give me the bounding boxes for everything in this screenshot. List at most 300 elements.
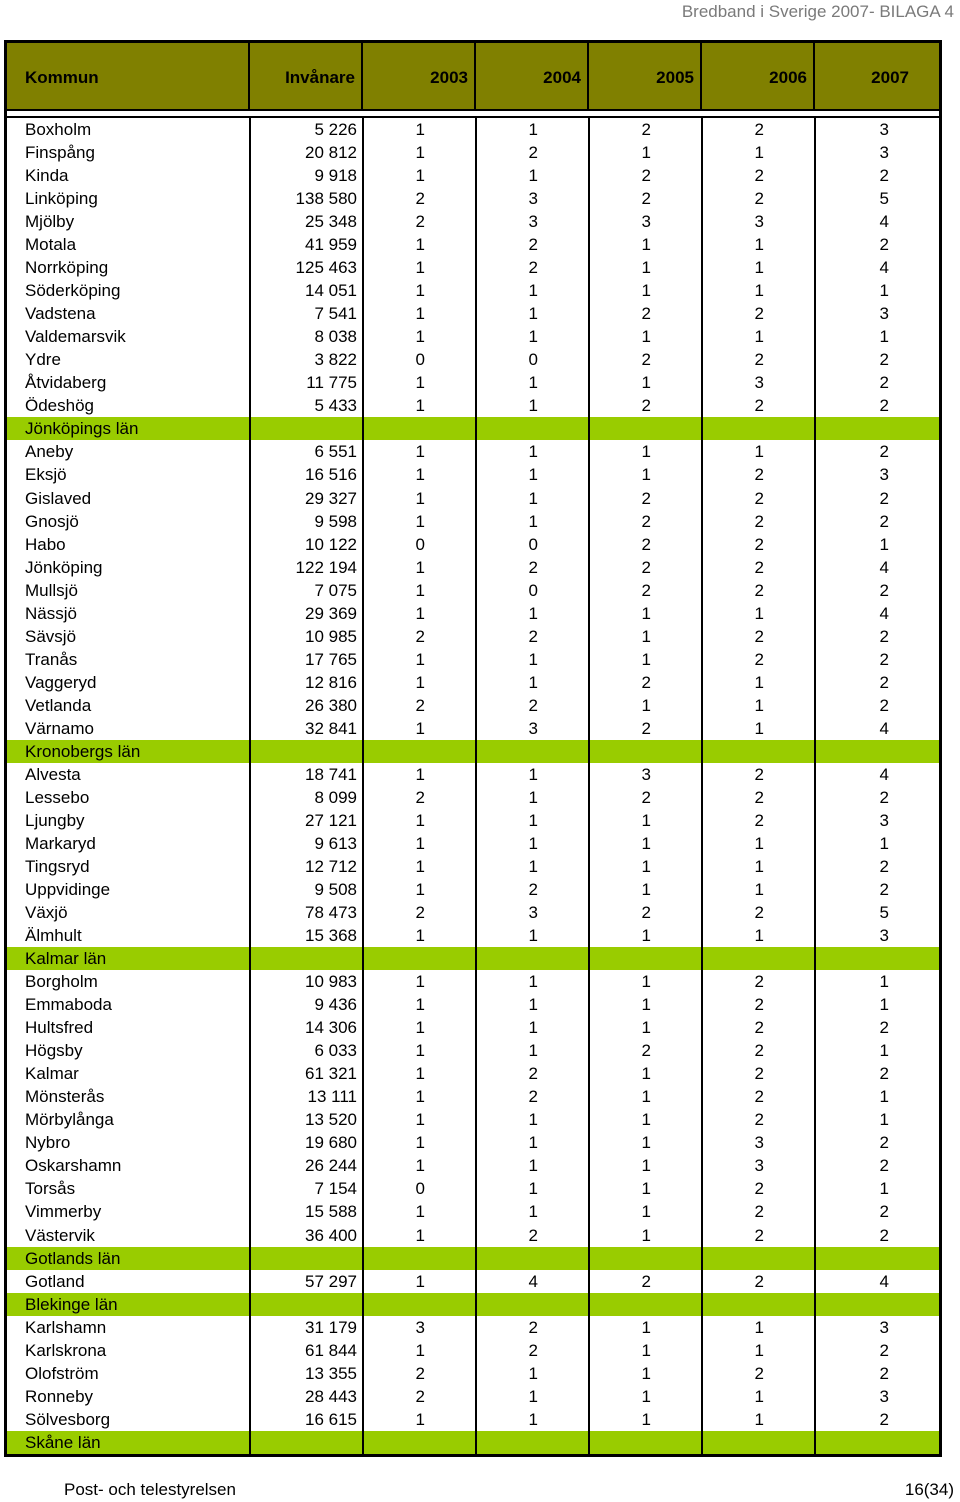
table-row [7, 579, 939, 602]
table-row [7, 694, 939, 717]
cell-2007: 2 [879, 626, 889, 646]
cell-2005: 2 [641, 1041, 651, 1061]
cell-2004: 2 [528, 695, 538, 715]
cell-invanare: 32 841 [305, 718, 357, 738]
cell-2007: 2 [879, 1133, 889, 1153]
cell-2007: 2 [879, 1018, 889, 1038]
cell-2005: 2 [641, 350, 651, 370]
table-row [7, 901, 939, 924]
table-row [7, 671, 939, 694]
cell-2006: 2 [754, 304, 764, 324]
cell-2007: 3 [879, 1317, 889, 1337]
cell-2006: 2 [754, 764, 764, 784]
cell-2005: 1 [641, 465, 651, 485]
cell-2005: 1 [641, 603, 651, 623]
cell-2004: 1 [528, 764, 538, 784]
cell-2006: 2 [754, 1087, 764, 1107]
table-row [7, 763, 939, 786]
cell-invanare: 10 985 [305, 626, 357, 646]
cell-2006: 1 [754, 672, 764, 692]
table-row [7, 1316, 939, 1339]
cell-2004: 1 [528, 833, 538, 853]
cell-2003: 1 [415, 926, 425, 946]
cell-2006: 2 [754, 1041, 764, 1061]
cell-invanare: 9 613 [314, 833, 357, 853]
cell-2007: 3 [879, 810, 889, 830]
cell-2004: 2 [528, 258, 538, 278]
cell-2007: 1 [879, 833, 889, 853]
cell-2007: 2 [879, 235, 889, 255]
cell-2007: 2 [879, 488, 889, 508]
cell-invanare: 29 369 [305, 603, 357, 623]
cell-2005: 1 [641, 1179, 651, 1199]
cell-invanare: 10 122 [305, 534, 357, 554]
table-row [7, 855, 939, 878]
cell-2003: 1 [415, 1202, 425, 1222]
cell-2003: 1 [415, 304, 425, 324]
cell-2004: 1 [528, 373, 538, 393]
cell-kommun: Karlshamn [25, 1317, 107, 1337]
table-row [7, 1339, 939, 1362]
cell-invanare: 9 918 [314, 166, 357, 186]
region-row [7, 947, 939, 970]
cell-invanare: 29 327 [305, 488, 357, 508]
cell-2007: 4 [879, 1271, 889, 1291]
cell-2005: 1 [641, 1110, 651, 1130]
cell-2004: 1 [528, 1110, 538, 1130]
table-row [7, 786, 939, 809]
cell-2003: 1 [415, 833, 425, 853]
cell-2004: 0 [528, 534, 538, 554]
cell-2003: 1 [415, 649, 425, 669]
cell-kommun: Värnamo [25, 718, 94, 738]
cell-2003: 2 [415, 903, 425, 923]
cell-2006: 2 [754, 1225, 764, 1245]
cell-2004: 1 [528, 1041, 538, 1061]
cell-invanare: 28 443 [305, 1386, 357, 1406]
table-row [7, 1385, 939, 1408]
table-row [7, 510, 939, 533]
cell-invanare: 6 551 [314, 442, 357, 462]
cell-2007: 4 [879, 718, 889, 738]
cell-kommun: Västervik [25, 1225, 95, 1245]
table-row [7, 118, 939, 141]
column-header-2006: 2006 [702, 43, 815, 109]
cell-2006: 1 [754, 442, 764, 462]
cell-2005: 1 [641, 1064, 651, 1084]
cell-2004: 1 [528, 603, 538, 623]
table-row [7, 1200, 939, 1223]
cell-2006: 1 [754, 718, 764, 738]
cell-2006: 3 [754, 212, 764, 232]
cell-invanare: 12 712 [305, 857, 357, 876]
cell-kommun: Uppvidinge [25, 880, 111, 900]
table-row [7, 302, 939, 325]
table-row [7, 1154, 939, 1177]
cell-2007: 2 [879, 649, 889, 669]
cell-2007: 1 [879, 1087, 889, 1107]
cell-invanare: 18 741 [305, 764, 357, 784]
cell-2003: 1 [415, 465, 425, 485]
cell-2004: 2 [528, 1225, 538, 1245]
cell-2007: 5 [879, 903, 889, 923]
cell-2007: 2 [879, 1064, 889, 1084]
cell-2006: 1 [754, 695, 764, 715]
table-row [7, 625, 939, 648]
cell-kommun: Motala [25, 235, 77, 255]
table-row [7, 1177, 939, 1200]
cell-2004: 1 [528, 1202, 538, 1222]
cell-2007: 2 [879, 350, 889, 370]
cell-invanare: 10 983 [305, 972, 357, 992]
cell-2007: 2 [879, 396, 889, 416]
column-header-2007: 2007 [871, 68, 909, 87]
cell-2004: 1 [528, 304, 538, 324]
table-header-row [7, 43, 939, 111]
cell-2006: 2 [754, 626, 764, 646]
table-row [7, 440, 939, 463]
cell-2005: 1 [641, 695, 651, 715]
cell-2004: 2 [528, 1317, 538, 1337]
cell-2005: 2 [641, 557, 651, 577]
cell-2006: 3 [754, 1133, 764, 1153]
cell-2005: 1 [641, 442, 651, 462]
cell-2003: 1 [415, 327, 425, 347]
cell-2006: 2 [754, 787, 764, 807]
cell-invanare: 61 321 [305, 1064, 357, 1084]
cell-invanare: 26 380 [305, 695, 357, 715]
cell-2006: 2 [754, 972, 764, 992]
cell-2006: 2 [754, 488, 764, 508]
cell-2003: 1 [415, 1225, 425, 1245]
cell-2004: 1 [528, 396, 538, 416]
column-header-kommun: Kommun [7, 43, 250, 109]
cell-2006: 2 [754, 1179, 764, 1199]
table-row [7, 533, 939, 556]
cell-2004: 1 [528, 1363, 538, 1383]
column-header-2004: 2004 [476, 43, 589, 109]
table-row [7, 556, 939, 579]
cell-invanare: 14 051 [305, 281, 357, 301]
cell-kommun: Älmhult [25, 926, 82, 946]
cell-2006: 2 [754, 1363, 764, 1383]
cell-2004: 4 [528, 1271, 538, 1291]
cell-2003: 1 [415, 373, 425, 393]
cell-kommun: Mönsterås [25, 1087, 105, 1107]
cell-2006: 1 [754, 327, 764, 347]
cell-invanare: 57 297 [305, 1271, 357, 1291]
cell-2003: 1 [415, 1064, 425, 1084]
cell-2003: 1 [415, 1409, 425, 1429]
cell-2006: 1 [754, 857, 764, 876]
table-row [7, 279, 939, 302]
cell-2003: 1 [415, 1087, 425, 1107]
cell-2005: 1 [641, 373, 651, 393]
cell-2004: 1 [528, 166, 538, 186]
cell-2005: 1 [641, 1018, 651, 1038]
cell-2005: 1 [641, 1340, 651, 1360]
cell-2003: 1 [415, 235, 425, 255]
cell-2007: 2 [879, 511, 889, 531]
cell-2007: 3 [879, 1386, 889, 1406]
cell-kommun: Olofström [25, 1363, 99, 1383]
column-header-2005: 2005 [589, 43, 702, 109]
cell-2003: 1 [415, 810, 425, 830]
cell-2003: 1 [415, 557, 425, 577]
cell-2007: 2 [879, 1156, 889, 1176]
cell-invanare: 5 433 [314, 396, 357, 416]
cell-2005: 1 [641, 1156, 651, 1176]
cell-2003: 2 [415, 189, 425, 209]
cell-2007: 2 [879, 880, 889, 900]
region-label: Blekinge län [25, 1294, 118, 1314]
cell-2007: 1 [879, 281, 889, 301]
table-row [7, 1362, 939, 1385]
cell-2004: 1 [528, 995, 538, 1015]
cell-2003: 1 [415, 143, 425, 163]
cell-2005: 2 [641, 304, 651, 324]
table-row [7, 210, 939, 233]
cell-invanare: 14 306 [305, 1018, 357, 1038]
cell-invanare: 122 194 [295, 557, 357, 577]
table-row [7, 1131, 939, 1154]
cell-kommun: Jönköping [25, 557, 103, 577]
cell-invanare: 13 520 [305, 1110, 357, 1130]
cell-2007: 1 [879, 995, 889, 1015]
cell-invanare: 27 121 [305, 810, 357, 830]
cell-2003: 1 [415, 972, 425, 992]
cell-2004: 2 [528, 1340, 538, 1360]
cell-invanare: 26 244 [305, 1156, 357, 1176]
cell-2006: 2 [754, 166, 764, 186]
cell-2006: 2 [754, 580, 764, 600]
cell-2006: 1 [754, 880, 764, 900]
cell-invanare: 16 615 [305, 1409, 357, 1429]
cell-2003: 1 [415, 580, 425, 600]
cell-invanare: 19 680 [305, 1133, 357, 1153]
cell-2006: 1 [754, 1409, 764, 1429]
data-table [4, 40, 942, 1457]
cell-2003: 1 [415, 1340, 425, 1360]
cell-2004: 1 [528, 1156, 538, 1176]
footer-publisher: Post- och telestyrelsen [64, 1480, 236, 1499]
cell-2003: 2 [415, 787, 425, 807]
cell-2005: 1 [641, 972, 651, 992]
table-row [7, 1016, 939, 1039]
cell-kommun: Kalmar [25, 1064, 79, 1084]
cell-2003: 1 [415, 880, 425, 900]
page-footer [0, 1477, 960, 1502]
cell-2004: 1 [528, 465, 538, 485]
table-row [7, 233, 939, 256]
cell-kommun: Vetlanda [25, 695, 92, 715]
cell-2007: 2 [879, 442, 889, 462]
cell-invanare: 11 775 [306, 373, 357, 393]
cell-2004: 2 [528, 1064, 538, 1084]
cell-invanare: 3 822 [314, 350, 357, 370]
cell-2005: 1 [641, 281, 651, 301]
cell-2003: 1 [415, 281, 425, 301]
cell-2007: 3 [879, 304, 889, 324]
table-row [7, 164, 939, 187]
cell-2006: 1 [754, 1340, 764, 1360]
cell-kommun: Boxholm [25, 120, 92, 139]
cell-invanare: 8 099 [314, 787, 357, 807]
cell-2004: 2 [528, 235, 538, 255]
cell-2007: 2 [879, 857, 889, 876]
cell-2004: 2 [528, 143, 538, 163]
cell-2004: 1 [528, 972, 538, 992]
cell-invanare: 125 463 [295, 258, 357, 278]
region-row [7, 417, 939, 440]
cell-kommun: Ödeshög [25, 396, 94, 416]
cell-invanare: 13 111 [307, 1087, 357, 1107]
cell-2004: 1 [528, 1179, 538, 1199]
cell-2003: 1 [415, 488, 425, 508]
table-row [7, 1108, 939, 1131]
cell-2006: 1 [754, 143, 764, 163]
cell-kommun: Sölvesborg [25, 1409, 111, 1429]
cell-2005: 2 [641, 787, 651, 807]
cell-2005: 2 [641, 189, 651, 209]
cell-kommun: Habo [25, 534, 66, 554]
cell-2005: 1 [641, 833, 651, 853]
table-row [7, 1270, 939, 1293]
cell-2007: 2 [879, 373, 889, 393]
cell-kommun: Sävsjö [25, 626, 77, 646]
cell-2006: 2 [754, 1064, 764, 1084]
cell-2007: 2 [879, 1225, 889, 1245]
cell-2004: 1 [528, 327, 538, 347]
cell-invanare: 15 588 [305, 1202, 357, 1222]
cell-2003: 2 [415, 695, 425, 715]
table-row [7, 993, 939, 1016]
cell-2007: 1 [879, 972, 889, 992]
table-row [7, 1085, 939, 1108]
cell-2003: 0 [415, 1179, 425, 1199]
cell-invanare: 61 844 [305, 1340, 357, 1360]
column-header-2003: 2003 [363, 43, 476, 109]
cell-2005: 1 [641, 1225, 651, 1245]
cell-2007: 1 [879, 534, 889, 554]
cell-kommun: Vaggeryd [25, 672, 97, 692]
cell-kommun: Tingsryd [25, 857, 90, 876]
cell-kommun: Lessebo [25, 787, 90, 807]
cell-2006: 2 [754, 1202, 764, 1222]
cell-2007: 4 [879, 603, 889, 623]
table-row [7, 348, 939, 371]
cell-2003: 1 [415, 603, 425, 623]
cell-kommun: Karlskrona [25, 1340, 107, 1360]
cell-2005: 1 [641, 626, 651, 646]
cell-2003: 2 [415, 1386, 425, 1406]
cell-2007: 2 [879, 672, 889, 692]
cell-2003: 1 [415, 511, 425, 531]
cell-2006: 2 [754, 465, 764, 485]
cell-2006: 2 [754, 511, 764, 531]
cell-2004: 1 [528, 442, 538, 462]
cell-2007: 2 [879, 166, 889, 186]
cell-2007: 1 [879, 1110, 889, 1130]
table-row [7, 648, 939, 671]
cell-invanare: 5 226 [314, 120, 357, 139]
cell-2006: 2 [754, 1018, 764, 1038]
cell-2007: 5 [879, 189, 889, 209]
cell-2005: 2 [641, 511, 651, 531]
cell-invanare: 20 812 [305, 143, 357, 163]
cell-invanare: 15 368 [305, 926, 357, 946]
cell-2006: 2 [754, 995, 764, 1015]
cell-invanare: 17 765 [305, 649, 357, 669]
cell-2003: 1 [415, 1156, 425, 1176]
cell-2004: 1 [528, 1133, 538, 1153]
cell-2003: 2 [415, 1363, 425, 1383]
cell-2005: 2 [641, 120, 651, 139]
cell-2005: 1 [641, 1133, 651, 1153]
cell-kommun: Mörbylånga [25, 1110, 114, 1130]
cell-2004: 0 [528, 350, 538, 370]
cell-kommun: Söderköping [25, 281, 121, 301]
cell-2004: 0 [528, 580, 538, 600]
table-row [7, 717, 939, 740]
cell-2005: 1 [641, 1202, 651, 1222]
table-body [7, 118, 939, 1454]
cell-kommun: Ydre [25, 350, 61, 370]
cell-2003: 3 [415, 1317, 425, 1337]
cell-2005: 1 [641, 1087, 651, 1107]
cell-2003: 0 [415, 350, 425, 370]
cell-kommun: Vadstena [25, 304, 96, 324]
table-row [7, 371, 939, 394]
cell-invanare: 16 516 [305, 465, 357, 485]
cell-2004: 1 [528, 1386, 538, 1406]
cell-2005: 1 [641, 857, 651, 876]
cell-kommun: Eksjö [25, 465, 67, 485]
cell-2007: 3 [879, 120, 889, 139]
cell-2003: 1 [415, 1110, 425, 1130]
cell-2005: 1 [641, 1386, 651, 1406]
cell-2003: 1 [415, 718, 425, 738]
cell-2006: 2 [754, 534, 764, 554]
cell-kommun: Finspång [25, 143, 95, 163]
cell-2004: 3 [528, 212, 538, 232]
region-label: Gotlands län [25, 1248, 121, 1268]
cell-invanare: 13 355 [305, 1363, 357, 1383]
cell-2005: 2 [641, 166, 651, 186]
cell-invanare: 9 436 [314, 995, 357, 1015]
cell-2005: 2 [641, 672, 651, 692]
cell-kommun: Högsby [25, 1041, 83, 1061]
cell-2004: 2 [528, 626, 538, 646]
cell-invanare: 12 816 [305, 672, 357, 692]
cell-2003: 1 [415, 1133, 425, 1153]
cell-2006: 2 [754, 810, 764, 830]
cell-2004: 1 [528, 281, 538, 301]
cell-2005: 2 [641, 488, 651, 508]
region-label: Jönköpings län [25, 419, 139, 439]
cell-invanare: 6 033 [314, 1041, 357, 1061]
cell-2007: 1 [879, 1179, 889, 1199]
cell-2006: 2 [754, 350, 764, 370]
cell-invanare: 41 959 [305, 235, 357, 255]
cell-kommun: Linköping [25, 189, 98, 209]
cell-kommun: Ljungby [25, 810, 85, 830]
region-row [7, 1431, 939, 1454]
cell-2005: 1 [641, 143, 651, 163]
cell-2007: 4 [879, 212, 889, 232]
cell-kommun: Nybro [25, 1133, 71, 1153]
cell-2005: 1 [641, 327, 651, 347]
